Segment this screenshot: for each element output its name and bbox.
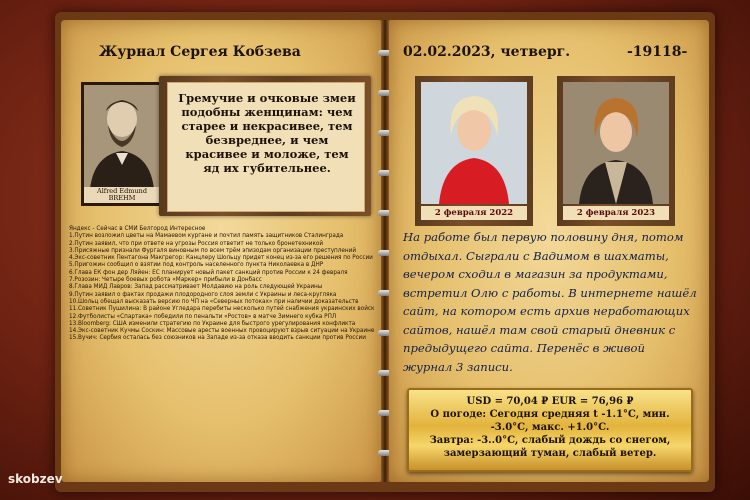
photo-2022-caption: 2 февраля 2022: [421, 206, 527, 220]
news-item: 13.Bloomberg: США изменили стратегию по Украине для быстрого урегулирования конфликта: [69, 320, 356, 327]
news-item: 8.Глава МИД Лавров: Запад рассматривает Молдавию на роль следующей Украины: [69, 284, 323, 291]
news-item: 7.Розозин: Четыре боевых робота «Маркер» прибыли в Донбасс: [69, 277, 262, 284]
portrait-caption: [84, 187, 160, 203]
left-page: [61, 20, 381, 482]
quote-frame: [159, 76, 371, 216]
news-item: 4.Экс-советник Пентагона Макгрегор: Канцлеру Шольцу придет конец из-за его решения по России: [69, 255, 373, 262]
entry-number: -19118-: [627, 44, 688, 60]
photo-2023: [557, 76, 675, 226]
currency-rates: USD = 70,04 ₽ EUR = 76,96 ₽: [466, 396, 634, 407]
news-item: 12.Футболисты «Спартака» победили по пенальти «Ростов» в матче Зимнего кубка РПЛ: [69, 313, 337, 320]
news-item: 10.Шольц обещал высказать версию по ЧП на «Северных потоках» при наличии доказательств: [69, 298, 359, 305]
news-item: 14.Экс-советник Кучмы Соскин: Массовые аресты военных провоцируют взрыв ситуации на Украине: [69, 328, 375, 335]
entry-date: 02.02.2023, четверг.: [403, 44, 571, 60]
news-item: 15.Вучич: Сербия осталась без союзников на Западе из-за отказа вводить санкции против России: [69, 335, 366, 342]
news-item: 3.Присяжные признали Фургаля виновным по всем трём эпизодам организации преступлений: [69, 247, 357, 254]
journal-title: Журнал Сергея Кобзева: [99, 44, 301, 60]
brehm-portrait: [81, 82, 163, 206]
news-item: 11.Советник Пушилина: В районе Угледара перебиты несколько путей снабжения украинских войск: [69, 306, 375, 313]
news-item: 6.Глава ЕК фон дер Ляйен: ЕС планирует новый пакет санкций против России к 24 февраля: [69, 269, 348, 276]
quote-text: Гремучие и очковые змеи подобны женщинам: чем старее и некрасивее, тем безвреднее, и чем красивее и моложе, тем яд их губительнее.: [178, 91, 356, 175]
binding: [381, 20, 389, 482]
portrait-image: [84, 85, 160, 189]
weather-today-line2: -3.0°C, макс. +1.0°C.: [490, 422, 610, 433]
portrait-caption-surname: BREHM: [108, 194, 136, 202]
diary-text: На работе был первую половину дня, потом отдыхал. Сыграли с Вадимом в шахматы, вечером сходил в магазин за продуктами, встретил Олю с работы. В интернете нашёл сайт, на котором есть архив неработающих сайтов, нашёл там свой старый дневник с предыдущего сайта. Перенёс в живой журнал 3 записи.: [403, 230, 697, 374]
weather-tomorrow-line2: замерзающий туман, слабый ветер.: [443, 448, 657, 459]
photo-2022-image: [421, 82, 527, 204]
portrait-caption-name: Alfred Edmund: [97, 187, 147, 195]
news-item: 2.Путин заявил, что при ответе на угрозы Россия ответит не только бронетехникой: [69, 240, 324, 247]
news-item: Яндекс - Сейчас в СМИ Белгород Интересное: [69, 226, 206, 232]
notebook: [55, 12, 715, 492]
photo-2023-caption: 2 февраля 2023: [563, 206, 669, 220]
news-list: [69, 226, 375, 343]
weather-tomorrow-line1: Завтра: -3..0°C, слабый дождь со снегом,: [429, 435, 671, 446]
photo-2022: [415, 76, 533, 226]
news-item: 5.Пригожин сообщил о взятии под контроль населенного пункта Николаевка в ДНР: [69, 262, 324, 269]
weather-today-line1: О погоде: Сегодня средняя t -1.1°C, мин.: [430, 409, 670, 420]
quote-paper: [167, 82, 365, 212]
right-page: [389, 20, 709, 482]
photo-2023-image: [563, 82, 669, 204]
news-item: 9.Путин заявил о фактах продажи плодородного слоя земли с Украины и леса-кругляка: [69, 291, 337, 298]
watermark: skobzev: [8, 472, 63, 486]
news-item: 1.Путин возложил цветы на Мамаевом кургане и почтил память защитников Сталинграда: [69, 233, 344, 240]
info-plaque: [407, 388, 693, 472]
